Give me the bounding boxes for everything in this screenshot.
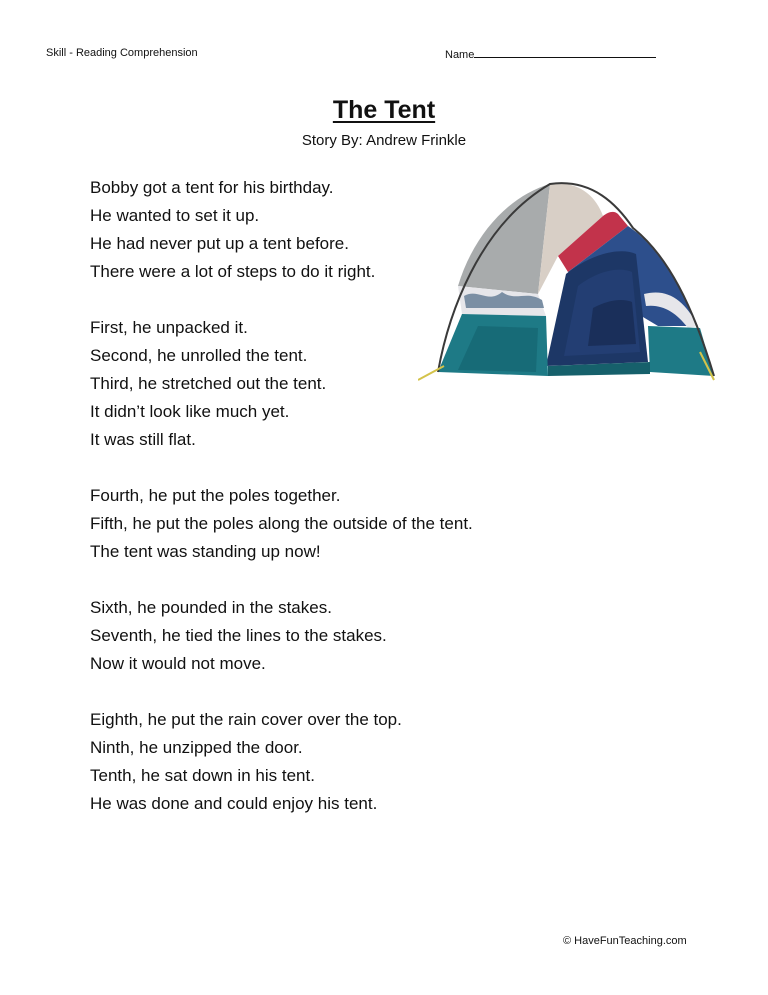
- paragraph-4: [90, 594, 650, 678]
- story-line: Fifth, he put the poles along the outside of the tent.: [90, 514, 473, 533]
- story-line: Fourth, he put the poles together.: [90, 486, 341, 505]
- story-line: Second, he unrolled the tent.: [90, 346, 308, 365]
- tent-illustration: [418, 176, 716, 382]
- name-blank-line: [474, 47, 656, 58]
- story-line: He was done and could enjoy his tent.: [90, 794, 378, 813]
- story-title: The Tent: [332, 96, 436, 124]
- story-line: There were a lot of steps to do it right.: [90, 262, 376, 281]
- story-line: Now it would not move.: [90, 654, 266, 673]
- story-line: Third, he stretched out the tent.: [90, 374, 327, 393]
- copyright-footer: © HaveFunTeaching.com: [563, 935, 687, 947]
- name-label: Name: [445, 49, 475, 61]
- story-line: It didn’t look like much yet.: [90, 402, 290, 421]
- story-line: Eighth, he put the rain cover over the top.: [90, 710, 402, 729]
- story-line: The tent was standing up now!: [90, 542, 321, 561]
- story-line: Ninth, he unzipped the door.: [90, 738, 303, 757]
- story-byline: Story By: Andrew Frinkle: [301, 132, 467, 149]
- story-line: Sixth, he pounded in the stakes.: [90, 598, 332, 617]
- story-line: Bobby got a tent for his birthday.: [90, 178, 334, 197]
- paragraph-5: [90, 706, 650, 818]
- paragraph-3: [90, 482, 650, 566]
- story-line: He wanted to set it up.: [90, 206, 260, 225]
- story-line: It was still flat.: [90, 430, 196, 449]
- story-line: He had never put up a tent before.: [90, 234, 349, 253]
- story-line: Tenth, he sat down in his tent.: [90, 766, 315, 785]
- story-line: Seventh, he tied the lines to the stakes.: [90, 626, 387, 645]
- story-line: First, he unpacked it.: [90, 318, 248, 337]
- skill-label: Skill - Reading Comprehension: [46, 47, 198, 59]
- name-field: [445, 47, 656, 61]
